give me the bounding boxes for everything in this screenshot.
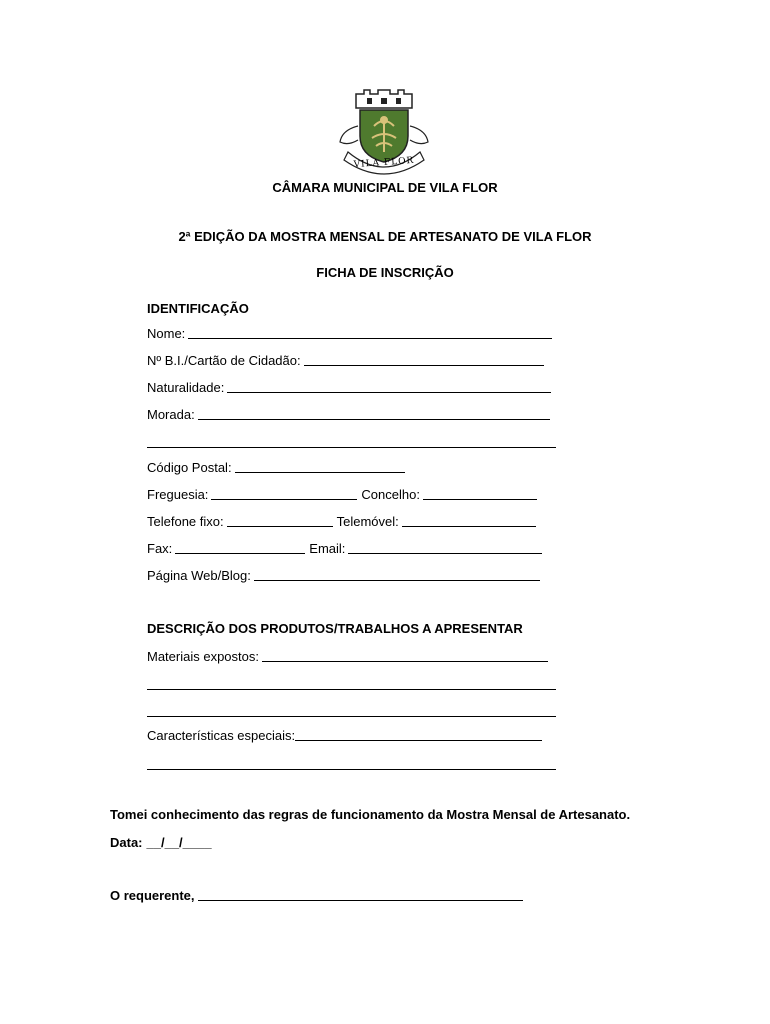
declaration-text: Tomei conhecimento das regras de funcionamento da Mostra Mensal de Artesanato. xyxy=(110,807,631,822)
materials-label: Materiais expostos: xyxy=(147,649,259,664)
products-heading: DESCRIÇÃO DOS PRODUTOS/TRABALHOS A APRESENTAR xyxy=(147,621,523,636)
address-field-line2[interactable] xyxy=(147,447,556,448)
name-label: Nome: xyxy=(147,326,186,341)
birthplace-row xyxy=(147,378,551,396)
address-label: Morada: xyxy=(147,407,195,422)
applicant-label: O requerente, xyxy=(110,888,195,903)
materials-field-line3[interactable] xyxy=(147,716,556,717)
website-row xyxy=(147,566,540,584)
email-label: Email: xyxy=(309,541,346,556)
features-field-line2[interactable] xyxy=(147,769,556,770)
features-field[interactable] xyxy=(295,739,542,741)
edition-title: 2ª EDIÇÃO DA MOSTRA MENSAL DE ARTESANATO DE VILA FLOR xyxy=(178,229,592,244)
website-label: Página Web/Blog: xyxy=(147,568,251,583)
website-field[interactable] xyxy=(254,579,540,581)
applicant-row xyxy=(110,888,523,904)
postal-code-field[interactable] xyxy=(235,471,405,473)
date-field[interactable]: __/__/____ xyxy=(146,835,212,850)
postal-code-row xyxy=(147,458,405,476)
features-row xyxy=(147,726,542,744)
phone-row xyxy=(147,512,536,530)
fax-field[interactable] xyxy=(175,552,305,554)
parish-row xyxy=(147,485,537,503)
materials-field-line2[interactable] xyxy=(147,689,556,690)
fax-label: Fax: xyxy=(147,541,173,556)
name-row xyxy=(147,324,552,342)
materials-row xyxy=(147,647,548,665)
phone-label: Telefone fixo: xyxy=(147,514,224,529)
name-field[interactable] xyxy=(188,337,552,339)
address-field[interactable] xyxy=(198,418,550,420)
form-title: FICHA DE INSCRIÇÃO xyxy=(316,265,454,280)
parish-label: Freguesia: xyxy=(147,487,209,502)
birthplace-field[interactable] xyxy=(227,391,551,393)
fax-row xyxy=(147,539,542,557)
phone-field[interactable] xyxy=(227,525,333,527)
municipality-label: Concelho: xyxy=(361,487,420,502)
date-label: Data: xyxy=(110,835,143,850)
email-field[interactable] xyxy=(348,552,542,554)
id-row xyxy=(147,351,544,369)
mobile-label: Telemóvel: xyxy=(336,514,399,529)
id-field[interactable] xyxy=(304,364,544,366)
crest-motto: VILA FLOR xyxy=(353,155,415,171)
postal-code-label: Código Postal: xyxy=(147,460,232,475)
features-label: Características especiais: xyxy=(147,728,296,743)
birthplace-label: Naturalidade: xyxy=(147,380,225,395)
date-row xyxy=(110,835,212,851)
materials-field[interactable] xyxy=(262,660,548,662)
page-title: CÂMARA MUNICIPAL DE VILA FLOR xyxy=(272,180,498,195)
parish-field[interactable] xyxy=(211,498,357,500)
identification-heading: IDENTIFICAÇÃO xyxy=(147,301,249,316)
municipality-field[interactable] xyxy=(423,498,537,500)
municipal-crest xyxy=(334,86,434,180)
id-label: Nº B.I./Cartão de Cidadão: xyxy=(147,353,301,368)
mobile-field[interactable] xyxy=(402,525,536,527)
applicant-signature-field[interactable] xyxy=(198,900,523,901)
address-row xyxy=(147,405,550,423)
